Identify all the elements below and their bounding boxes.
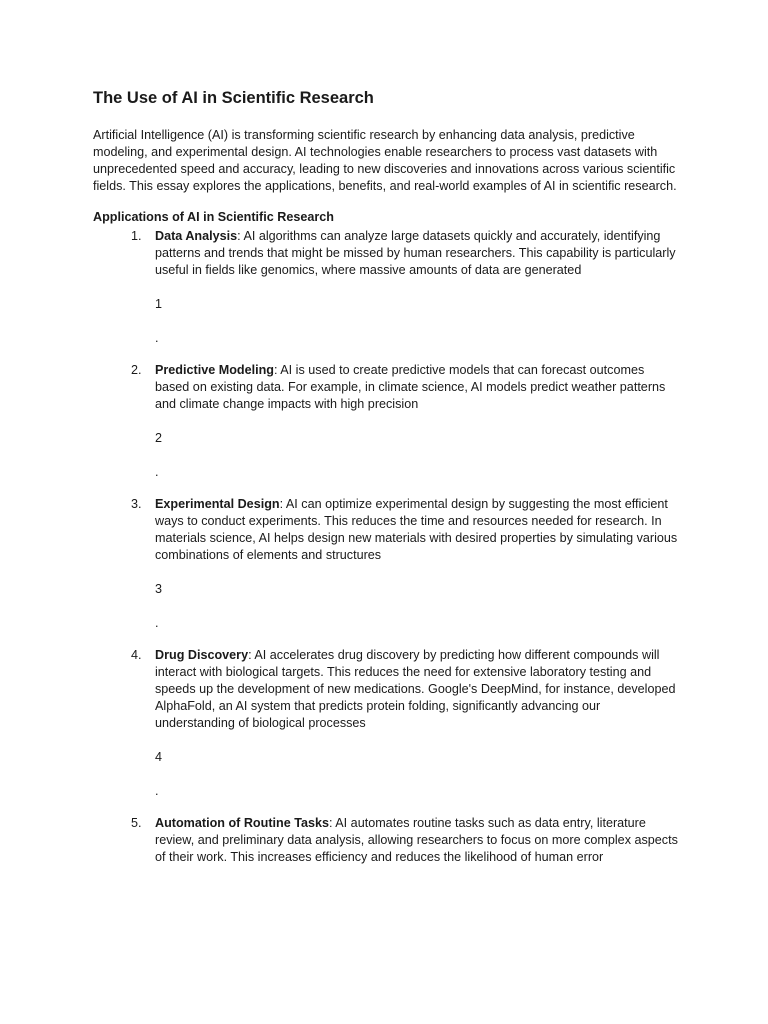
list-item [93,496,678,632]
list-item-term: Data Analysis [155,229,238,243]
list-item-number: 4. [131,648,142,662]
citation-number: 3 [155,582,163,596]
section-heading: Applications of AI in Scientific Research [93,210,334,224]
citation-number: 1 [155,297,163,311]
list-item-text: : AI algorithms can analyze large datasets quickly and accurately, identifying patterns and trends that might be missed by human researchers. This capability is particularly useful in fields like genomics, where massive amounts of data are generated [155,229,676,277]
list-item-term: Predictive Modeling [155,363,274,377]
intro-paragraph: Artificial Intelligence (AI) is transforming scientific research by enhancing data analysis, predictive modeling, and experimental design. AI technologies enable researchers to process vast datasets with unprecedented speed and accuracy, leading to new discoveries and innovations across various scientific fields. This essay explores the applications, benefits, and real-world examples of AI in scientific research. [93,128,677,193]
list-item-text: : AI is used to create predictive models that can forecast outcomes based on existing data. For example, in climate science, AI models predict weather patterns and climate change impacts with high precision [155,363,666,411]
list-item [93,362,678,481]
list-item-text: : AI accelerates drug discovery by predicting how different compounds will interact with biological targets. This reduces the need for extensive laboratory testing and speeds up the development of new medications. Google's DeepMind, for instance, developed AlphaFold, an AI system that predicts protein folding, significantly advancing our understanding of biological processes [155,648,676,730]
citation-number: 2 [155,431,163,445]
citation-dot: . [155,616,159,630]
applications-list [93,228,678,866]
citation-dot: . [155,331,159,345]
citation-dot: . [155,465,159,479]
list-item-term: Experimental Design [155,497,280,511]
list-item-number: 1. [131,229,142,243]
list-item [93,815,678,866]
list-item [93,228,678,347]
citation-number: 4 [155,750,163,764]
list-item-number: 5. [131,816,142,830]
list-item-term: Drug Discovery [155,648,249,662]
list-item [93,647,678,800]
list-item-number: 3. [131,497,142,511]
list-item-text: : AI can optimize experimental design by suggesting the most efficient ways to conduct experiments. This reduces the time and resources needed for research. In materials science, AI helps design new materials with desired properties by simulating various combinations of elements and structures [155,497,678,562]
list-item-term: Automation of Routine Tasks [155,816,329,830]
document-title: The Use of AI in Scientific Research [93,89,374,107]
citation-dot: . [155,784,159,798]
list-item-text: : AI automates routine tasks such as data entry, literature review, and preliminary data analysis, allowing researchers to focus on more complex aspects of their work. This increases efficiency and reduces the likelihood of human error [155,816,678,864]
list-item-number: 2. [131,363,142,377]
document-page [93,86,678,881]
